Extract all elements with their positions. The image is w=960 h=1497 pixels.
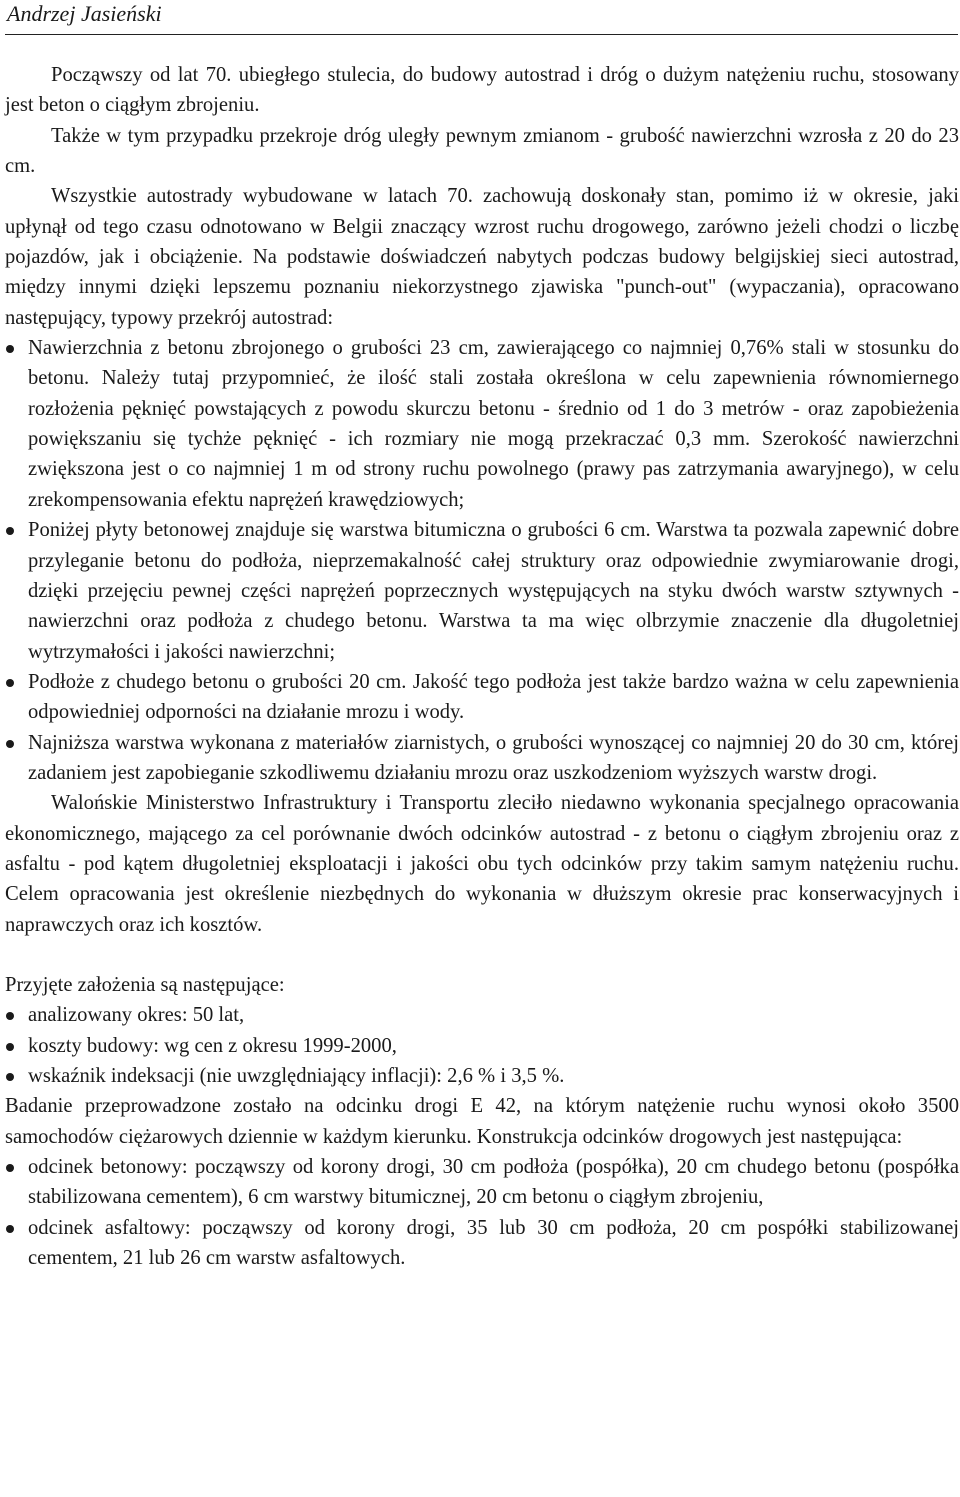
assumptions-list	[5, 1000, 959, 1091]
list-item: wskaźnik indeksacji (nie uwzględniający inflacji): 2,6 % i 3,5 %.	[5, 1061, 959, 1091]
list-item: Najniższa warstwa wykonana z materiałów ziarnistych, o grubości wynoszącej co najmniej 20 do 30 cm, której zadaniem jest zapobieganie szkodliwemu działaniu mrozu oraz uszkodzeniom wyższych warstw drogi.	[5, 728, 959, 789]
bullet-icon	[6, 679, 14, 687]
list-item: analizowany okres: 50 lat,	[5, 1000, 959, 1030]
paragraph-motorways: Wszystkie autostrady wybudowane w latach 70. zachowują doskonały stan, pomimo iż w okresie, jaki upłynął od tego czasu odnotowano w Belgii znaczący wzrost ruchu drogowego, zarówno jeżeli chodzi o liczbę pojazdów, jak i obciążenie. Na podstawie doświadczeń nabytych podczas budowy belgijskiej sieci autostrad, między innymi dzięki lepszemu poznaniu niekorzystnego zjawiska "punch-out" (wypaczania), opracowano następujący, typowy przekrój autostrad:	[5, 185, 959, 329]
bullet-icon	[6, 1043, 14, 1051]
author-name: Andrzej Jasieński	[7, 1, 162, 26]
list-item: koszty budowy: wg cen z okresu 1999-2000,	[5, 1031, 959, 1061]
bullet-icon	[6, 345, 14, 353]
paragraph-ministry: Walońskie Ministerstwo Infrastruktury i Transportu zleciło niedawno wykonania specjalnego opracowania ekonomicznego, mającego za cel porównanie dwóch odcinków autostrad - z betonu o ciągłym zbrojeniu oraz z asfaltu - pod kątem długoletniej eksploatacji i jakości obu tych odcinków przy takim samym natężeniu ruchu. Celem opracowania jest określenie niezbędnych do wykonania w dłuższym okresie prac konserwacyjnych i naprawczych oraz ich kosztów.	[5, 792, 959, 936]
list-item: odcinek betonowy: począwszy od korony drogi, 30 cm podłoża (pospółka), 20 cm chudego betonu (pospółka stabilizowana cementem), 6 cm warstwy bitumicznej, 20 cm betonu o ciągłym zbrojeniu,	[5, 1152, 959, 1213]
bullet-icon	[6, 527, 14, 535]
article-body	[5, 60, 959, 1273]
paragraph-thickness: Także w tym przypadku przekroje dróg uległy pewnym zmianom - grubość nawierzchni wzrosła z 20 do 23 cm.	[5, 124, 959, 178]
bullet-icon	[6, 1012, 14, 1020]
layer-list	[5, 333, 959, 788]
bullet-icon	[6, 740, 14, 748]
bullet-icon	[6, 1073, 14, 1081]
list-item: Podłoże z chudego betonu o grubości 20 cm. Jakość tego podłoża jest także bardzo ważna w celu zapewnienia odpowiedniej odporności na działanie mrozu i wody.	[5, 667, 959, 728]
bullet-icon	[6, 1225, 14, 1233]
list-item: Poniżej płyty betonowej znajduje się warstwa bitumiczna o grubości 6 cm. Warstwa ta pozwala zapewnić dobre przyleganie betonu do podłoża, nieprzemakalność całej struktury oraz odpowiednie zwymiarowanie drogi, dzięki przejęciu pewnej części naprężeń poprzecznych występujących na styku dwóch warstw sztywnych - nawierzchni oraz podłoża z chudego betonu. Warstwa ta ma więc olbrzymie znaczenie dla długoletniej wytrzymałości i jakości nawierzchni;	[5, 515, 959, 667]
paragraph-gap	[5, 940, 959, 970]
paragraph-study: Badanie przeprowadzone zostało na odcinku drogi E 42, na którym natężenie ruchu wynosi około 3500 samochodów ciężarowych dziennie w każdym kierunku. Konstrukcja odcinków drogowych jest następująca:	[5, 1095, 959, 1148]
sections-list	[5, 1152, 959, 1273]
list-item: Nawierzchnia z betonu zbrojonego o grubości 23 cm, zawierającego co najmniej 0,76% stali w stosunku do betonu. Należy tutaj przypomnieć, że ilość stali została określona w celu zapewnienia równomiernego rozłożenia pęknięć powstających z powodu skurczu betonu - średnio od 1 do 3 metrów - oraz zapobieżenia powiększaniu się tychże pęknięć - ich rozmiary nie mogą przekraczać 0,3 mm. Szerokość nawierzchni zwiększona jest o co najmniej 1 m od strony ruchu powolnego (prawy pas zatrzymania awaryjnego), w celu zrekompensowania efektu naprężeń krawędziowych;	[5, 333, 959, 515]
page-header	[5, 0, 958, 35]
bullet-icon	[6, 1164, 14, 1172]
list-item: odcinek asfaltowy: począwszy od korony drogi, 35 lub 30 cm podłoża, 20 cm pospółki stabilizowanej cementem, 21 lub 26 cm warstw asfaltowych.	[5, 1213, 959, 1274]
paragraph-intro: Począwszy od lat 70. ubiegłego stulecia, do budowy autostrad i dróg o dużym natężeniu ruchu, stosowany jest beton o ciągłym zbrojeniu.	[5, 64, 959, 117]
assumptions-intro: Przyjęte założenia są następujące:	[5, 973, 285, 996]
